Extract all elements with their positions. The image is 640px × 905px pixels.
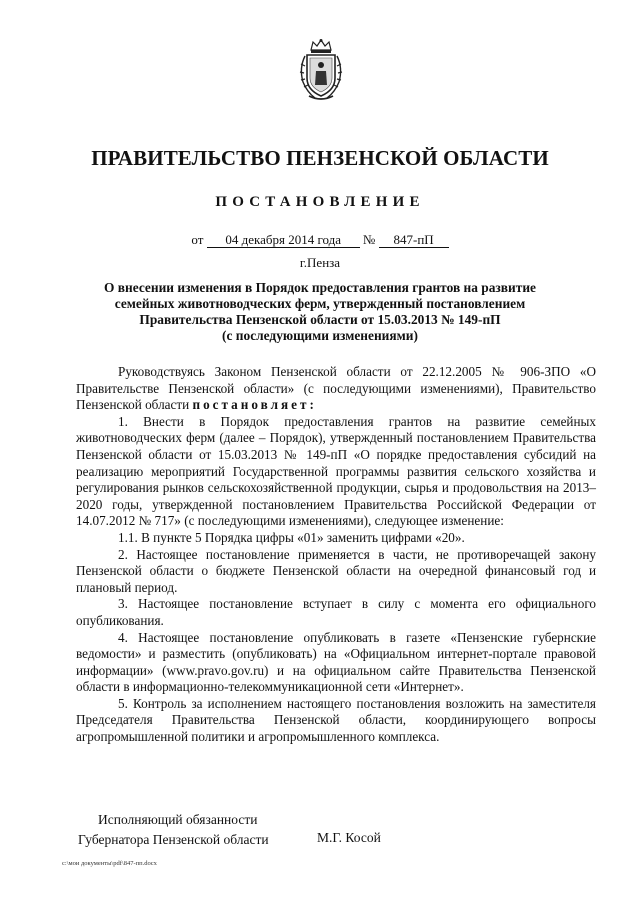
document-body (76, 364, 596, 746)
paragraph-5: 5. Контроль за исполнением настоящего постановления возложить на заместителя Председателя Правительства Пензенской области, координирующего вопросы агропромышленной политики и агропромышленного комплекса. (76, 695, 596, 745)
document-number: 847-пП (379, 233, 449, 248)
city: г.Пенза (299, 255, 341, 270)
decree-word: постановляет: (192, 397, 317, 413)
date-number-line (0, 232, 640, 248)
document-subject (90, 280, 550, 344)
paragraph-1-1: 1.1. В пункте 5 Порядка цифры «01» заменить цифрами «20». (118, 529, 465, 545)
document-type: ПОСТАНОВЛЕНИЕ (215, 194, 425, 210)
number-prefix: № (362, 232, 376, 247)
footer-file-path: c:\мои документы\pdf\847-пп.docx (62, 860, 157, 867)
position-line-1: Исполняющий обязанности (98, 812, 258, 827)
position-line-2: Губернатора Пензенской области (78, 832, 269, 847)
document-date: 04 декабря 2014 года (207, 233, 360, 248)
preamble-text: Руководствуясь Законом Пензенской области от 22.12.2005 № 906-ЗПО «О Правительстве Пензенской области» (с последующими изменениями), Правительство Пензенской области (76, 364, 596, 413)
paragraph-4: 4. Настоящее постановление опубликовать в газете «Пензенские губернские ведомости» и разместить (опубликовать) на «Официальном интернет-портале правовой информации» (www.pravo.gov.ru) и на официальном сайте Правительства Пензенской области в информационно-телекоммуникационной сети «Интернет». (76, 629, 596, 695)
government-title: ПРАВИТЕЛЬСТВО ПЕНЗЕНСКОЙ ОБЛАСТИ (91, 146, 549, 170)
subject-line: Правительства Пензенской области от 15.03.2013 № 149-пП (139, 312, 501, 327)
paragraph-3: 3. Настоящее постановление вступает в силу с момента его официального опубликования. (76, 596, 596, 628)
date-prefix: от (191, 232, 204, 247)
coat-of-arms-icon (297, 38, 345, 102)
subject-line: семейных животноводческих ферм, утвержденный постановлением (114, 296, 526, 311)
signatory-position (78, 810, 269, 850)
preamble-paragraph (76, 364, 596, 414)
paragraph-2: 2. Настоящее постановление применяется в части, не противоречащей закону Пензенской области о бюджете Пензенской области на очередной финансовый год и плановый период. (76, 546, 596, 595)
subject-line: О внесении изменения в Порядок предоставления грантов на развитие (104, 280, 536, 295)
signatory-name: М.Г. Косой (317, 830, 381, 845)
paragraph-1: 1. Внести в Порядок предоставления грантов на развитие семейных животноводческих ферм (далее – Порядок), утвержденный постановлением Правительства Пензенской области от 15.03.2013 № 149-пП «О порядке предоставления субсидий на реализацию мероприятий Государственной программы развития сельского хозяйства и регулирования рынков сельскохозяйственной продукции, сырья и продовольствия на 2013–2020 годы, утвержденной постановлением Правительства Российской Федерации от 14.07.2012 № 717» (с последующими изменениями), следующее изменение: (76, 413, 596, 529)
subject-line: (с последующими изменениями) (222, 328, 418, 343)
